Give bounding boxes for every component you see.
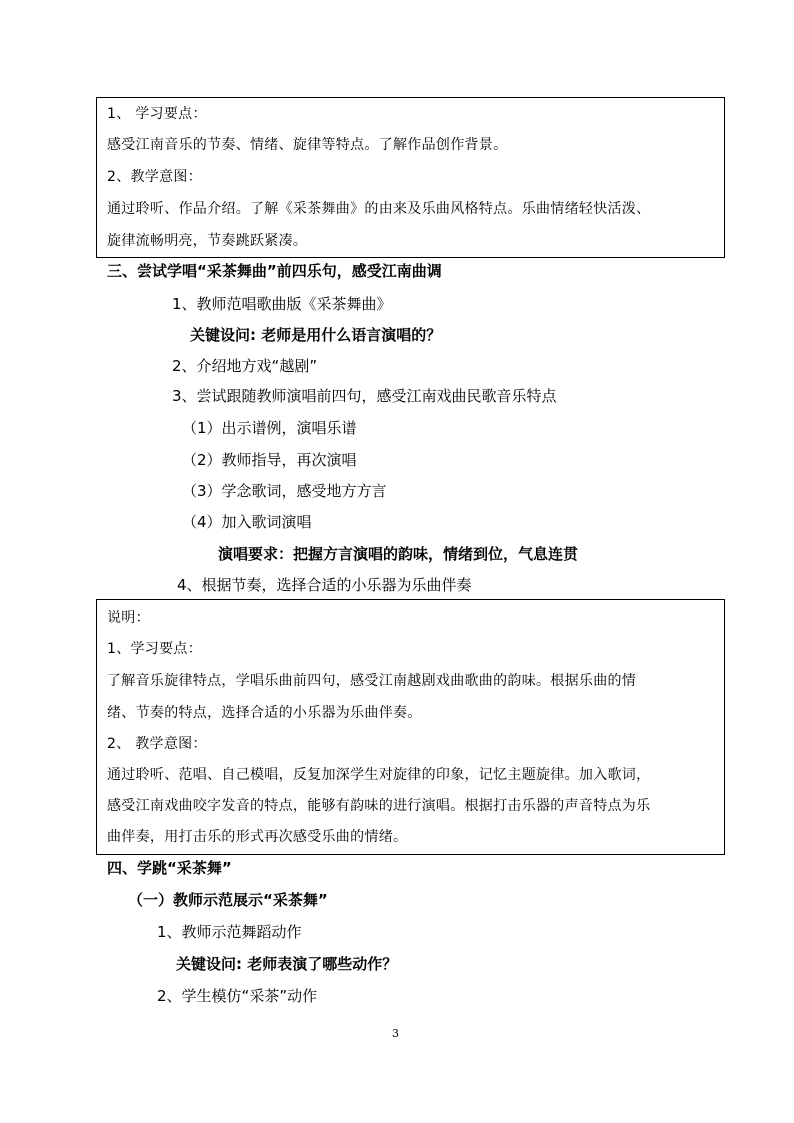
section3-sub-3: （3）学念歌词，感受地方方言 (182, 482, 387, 500)
notes-box-2 (96, 599, 725, 855)
box1-line-2: 感受江南音乐的节奏、情绪、旋律等特点。了解作品创作背景。 (107, 137, 508, 153)
section4-subheading: （一）教师示范展示“采茶舞” (128, 891, 328, 909)
box2-line-8: 曲伴奏，用打击乐的形式再次感受乐曲的情绪。 (107, 829, 408, 845)
box2-line-5: 2、 教学意图： (107, 736, 207, 752)
box2-line-3: 了解音乐旋律特点，学唱乐曲前四句，感受江南越剧戏曲歌曲的韵味。根据乐曲的情 (107, 673, 637, 689)
section3-step-2: 2、介绍地方戏“越剧” (172, 357, 318, 375)
section3-step-3: 3、尝试跟随教师演唱前四句，感受江南戏曲民歌音乐特点 (172, 387, 557, 405)
section4-step-2: 2、学生模仿“采茶”动作 (157, 987, 318, 1005)
section4-question: 关键设问: 老师表演了哪些动作？ (176, 955, 398, 973)
box1-line-1: 1、 学习要点： (107, 106, 207, 122)
section3-requirement: 演唱要求：把握方言演唱的韵味，情绪到位，气息连贯 (218, 545, 579, 563)
section4-step-1: 1、教师示范舞蹈动作 (157, 923, 302, 941)
section3-sub-2: （2）教师指导，再次演唱 (182, 451, 357, 469)
box2-line-7: 感受江南戏曲咬字发音的特点，能够有韵味的进行演唱。根据打击乐器的声音特点为乐 (107, 798, 651, 814)
section4-heading: 四、学跳“采茶舞” (107, 859, 232, 877)
notes-box-1 (96, 97, 725, 258)
section3-step-4: 4、根据节奏，选择合适的小乐器为乐曲伴奏 (177, 576, 472, 594)
box2-line-6: 通过聆听、范唱、自己模唱，反复加深学生对旋律的印象，记忆主题旋律。加入歌词， (107, 767, 651, 783)
box2-line-1: 说明： (107, 610, 150, 626)
section3-question: 关键设问: 老师是用什么语言演唱的？ (190, 326, 442, 344)
box1-line-5: 旋律流畅明亮，节奏跳跃紧凑。 (107, 233, 308, 249)
section3-sub-4: （4）加入歌词演唱 (182, 513, 312, 531)
section3-sub-1: （1）出示谱例，演唱乐谱 (182, 419, 357, 437)
section3-heading: 三、尝试学唱“采茶舞曲”前四乐句，感受江南曲调 (107, 262, 442, 280)
box2-line-4: 绪、节奏的特点，选择合适的小乐器为乐曲伴奏。 (107, 705, 422, 721)
page-number: 3 (392, 1027, 399, 1040)
box2-line-2: 1、学习要点： (107, 641, 203, 657)
section3-step-1: 1、教师范唱歌曲版《采茶舞曲》 (172, 295, 392, 313)
box1-line-3: 2、教学意图： (107, 169, 203, 185)
box1-line-4: 通过聆听、作品介绍。了解《采茶舞曲》的由来及乐曲风格特点。乐曲情绪轻快活泼、 (107, 201, 651, 217)
